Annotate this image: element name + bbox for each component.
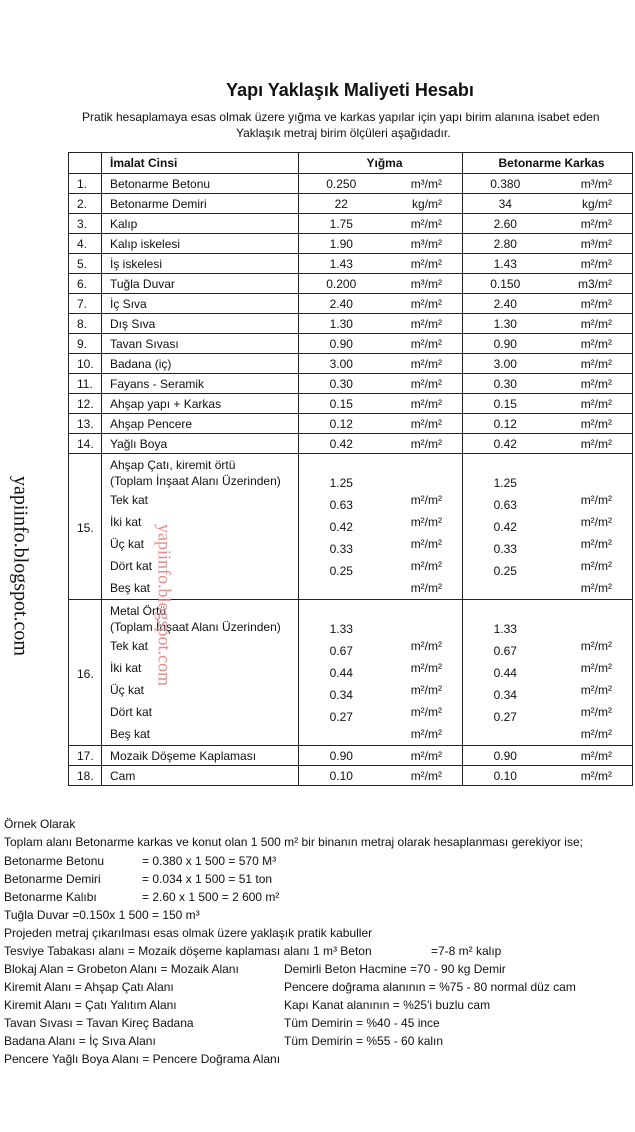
- row-item-name: Betonarme Demiri: [102, 194, 299, 214]
- group-title: Metal Örtü: [110, 604, 167, 618]
- concrete-unit: m²/m²: [548, 414, 633, 434]
- rule-left: Blokaj Alan = Grobeton Alanı = Mozaik Alanı: [4, 962, 239, 976]
- concrete-unit: m²/m²: [548, 434, 633, 454]
- row-number: 13.: [69, 414, 102, 434]
- header-masonry: Yığma: [299, 153, 463, 174]
- row-number: 10.: [69, 354, 102, 374]
- sub-item-name: Tek kat: [110, 493, 149, 507]
- masonry-value: 2.40: [299, 294, 384, 314]
- masonry-value: 0.34: [329, 687, 353, 702]
- concrete-value: 0.30: [463, 374, 548, 394]
- row-item-name: Cam: [102, 766, 299, 786]
- calc-value: = 0.380 x 1 500 = 570 M³: [142, 854, 277, 868]
- rule-row: [4, 1016, 624, 1032]
- calc-value: = 0.034 x 1 500 = 51 ton: [142, 872, 273, 886]
- watermark-text: [150, 490, 178, 720]
- masonry-value: 22: [299, 194, 384, 214]
- sub-item-name: Tek kat: [110, 639, 149, 653]
- row-item-name: İç Sıva: [102, 294, 299, 314]
- row-item-name: Tuğla Duvar: [102, 274, 299, 294]
- calc-row: [4, 890, 604, 906]
- masonry-value-column: [299, 454, 384, 600]
- masonry-value-column: [299, 600, 384, 746]
- concrete-unit: m²/m²: [548, 214, 633, 234]
- masonry-value: 1.33: [329, 621, 353, 636]
- masonry-value: 0.250: [299, 174, 384, 194]
- concrete-unit: m²/m²: [580, 727, 613, 741]
- row-number: 12.: [69, 394, 102, 414]
- masonry-value: 0.90: [299, 334, 384, 354]
- last-rule: Pencere Yağlı Boya Alanı = Pencere Doğrama Alanı: [4, 1052, 281, 1066]
- row-item-name: Fayans - Seramik: [102, 374, 299, 394]
- watermark-label: yapiinfo.blogspot.com: [154, 524, 175, 686]
- intro-line-1: Pratik hesaplamaya esas olmak üzere yığma ve karkas yapılar için yapı birim alanına isabet eden: [82, 110, 600, 124]
- concrete-value: 2.80: [463, 234, 548, 254]
- masonry-unit: m²/m²: [410, 639, 443, 653]
- concrete-unit: m²/m²: [580, 515, 613, 529]
- concrete-value: 0.12: [463, 414, 548, 434]
- concrete-unit: m³/m²: [548, 234, 633, 254]
- table-row: [69, 354, 633, 374]
- masonry-unit: m²/m²: [384, 394, 463, 414]
- rule-left: Badana Alanı = İç Sıva Alanı: [4, 1034, 156, 1048]
- concrete-unit: m²/m²: [580, 683, 613, 697]
- concrete-value: 0.150: [463, 274, 548, 294]
- masonry-value: 0.12: [299, 414, 384, 434]
- rule-row: [4, 980, 624, 996]
- row-number: 18.: [69, 766, 102, 786]
- row-number: 7.: [69, 294, 102, 314]
- masonry-value: 0.27: [329, 709, 353, 724]
- concrete-value: 0.33: [493, 541, 517, 556]
- row-number: 11.: [69, 374, 102, 394]
- masonry-unit: m²/m²: [410, 559, 443, 573]
- concrete-value: 0.67: [493, 643, 517, 658]
- concrete-value: 0.90: [463, 334, 548, 354]
- rule-row: [4, 998, 624, 1014]
- table-row: [69, 334, 633, 354]
- masonry-value: 1.43: [299, 254, 384, 274]
- masonry-unit: m³/m²: [384, 234, 463, 254]
- group-subtitle: (Toplam İnşaat Alanı Üzerinden): [110, 620, 281, 634]
- table-row: [69, 434, 633, 454]
- masonry-unit-column: [384, 600, 463, 746]
- masonry-unit: m²/m²: [410, 581, 443, 595]
- intro-line-2: Yaklaşık metraj birim ölçüleri aşağıdadır.: [236, 126, 451, 140]
- concrete-value: 3.00: [463, 354, 548, 374]
- table-row: [69, 174, 633, 194]
- row-number: 1.: [69, 174, 102, 194]
- table-row: [69, 314, 633, 334]
- concrete-unit: m²/m²: [548, 354, 633, 374]
- row-item-name: Tavan Sıvası: [102, 334, 299, 354]
- concrete-value: 1.25: [493, 475, 517, 490]
- concrete-value: 1.33: [493, 621, 517, 636]
- table-row: [69, 394, 633, 414]
- concrete-unit-column: [548, 454, 633, 600]
- masonry-value: 3.00: [299, 354, 384, 374]
- side-blog-label: [6, 448, 34, 683]
- concrete-value-column: [463, 454, 548, 600]
- rule-right: Demirli Beton Hacmine =70 - 90 kg Demir: [284, 962, 506, 976]
- table-row: [69, 766, 633, 786]
- row-number: 6.: [69, 274, 102, 294]
- concrete-unit: m²/m²: [548, 766, 633, 786]
- masonry-unit: m²/m²: [384, 434, 463, 454]
- table-row: [69, 294, 633, 314]
- example-heading: Örnek Olarak: [4, 817, 76, 831]
- masonry-value: 0.90: [299, 746, 384, 766]
- calc-label: Betonarme Betonu: [4, 854, 105, 868]
- masonry-unit: m²/m²: [410, 705, 443, 719]
- masonry-unit: m²/m²: [384, 294, 463, 314]
- concrete-value: 0.63: [493, 497, 517, 512]
- masonry-unit: m³/m²: [384, 174, 463, 194]
- concrete-value: 1.43: [463, 254, 548, 274]
- example-intro: Toplam alanı Betonarme karkas ve konut olan 1 500 m² bir binanın metraj olarak hesaplanması gerekiyor ise;: [4, 835, 583, 849]
- tesviye-row: [4, 944, 624, 960]
- concrete-value: 0.10: [463, 766, 548, 786]
- tesviye-right: =7-8 m² kalıp: [431, 944, 502, 958]
- masonry-value: 0.33: [329, 541, 353, 556]
- calc-row: [4, 854, 604, 870]
- masonry-unit: m²/m²: [410, 727, 443, 741]
- masonry-unit: m²/m²: [384, 214, 463, 234]
- masonry-value: 0.67: [329, 643, 353, 658]
- masonry-unit: m³/m²: [384, 274, 463, 294]
- masonry-unit-column: [384, 454, 463, 600]
- masonry-unit: m²/m²: [410, 493, 443, 507]
- masonry-value: 0.42: [299, 434, 384, 454]
- row-number: 17.: [69, 746, 102, 766]
- side-blog-text: yapiinfo.blogspot.com: [9, 475, 32, 656]
- rule-left: Tavan Sıvası = Tavan Kireç Badana: [4, 1016, 194, 1030]
- masonry-unit: m²/m²: [384, 254, 463, 274]
- masonry-value: 0.10: [299, 766, 384, 786]
- row-number: 2.: [69, 194, 102, 214]
- row-number: 8.: [69, 314, 102, 334]
- group-subtitle: (Toplam İnşaat Alanı Üzerinden): [110, 474, 281, 488]
- rule-row: [4, 962, 624, 978]
- masonry-value: 0.25: [329, 563, 353, 578]
- masonry-value: 0.200: [299, 274, 384, 294]
- concrete-unit: m²/m²: [580, 537, 613, 551]
- concrete-value: 0.42: [463, 434, 548, 454]
- header-concrete: Betonarme Karkas: [463, 153, 633, 174]
- rule-right: Tüm Demirin = %55 - 60 kalın: [284, 1034, 444, 1048]
- concrete-unit: m²/m²: [580, 639, 613, 653]
- concrete-unit: m²/m²: [548, 314, 633, 334]
- rule-row: [4, 1034, 624, 1050]
- sub-item-name: Dört kat: [110, 559, 153, 573]
- row-number: 3.: [69, 214, 102, 234]
- masonry-value: 0.30: [299, 374, 384, 394]
- rule-right: Tüm Demirin = %40 - 45 ince: [284, 1016, 440, 1030]
- row-item-name: Badana (iç): [102, 354, 299, 374]
- sub-item-name: Beş kat: [110, 581, 151, 595]
- masonry-value: 0.63: [329, 497, 353, 512]
- masonry-unit: m²/m²: [384, 374, 463, 394]
- group-item-name: [102, 600, 299, 746]
- sub-item-name: Üç kat: [110, 683, 145, 697]
- acceptance-heading: Projeden metraj çıkarılması esas olmak üzere yaklaşık pratik kabuller: [4, 926, 373, 940]
- concrete-value: 0.34: [493, 687, 517, 702]
- concrete-value: 2.60: [463, 214, 548, 234]
- masonry-unit: m²/m²: [410, 683, 443, 697]
- masonry-unit: m²/m²: [410, 537, 443, 551]
- masonry-value: 1.75: [299, 214, 384, 234]
- concrete-unit: m3/m²: [548, 274, 633, 294]
- masonry-unit: kg/m²: [384, 194, 463, 214]
- concrete-unit: m²/m²: [548, 374, 633, 394]
- calc-label: Betonarme Kalıbı: [4, 890, 97, 904]
- row-number: 14.: [69, 434, 102, 454]
- rule-right: Pencere doğrama alanının = %75 - 80 normal düz cam: [284, 980, 576, 994]
- row-item-name: Mozaik Döşeme Kaplaması: [102, 746, 299, 766]
- row-item-name: Betonarme Betonu: [102, 174, 299, 194]
- rule-left: Kiremit Alanı = Ahşap Çatı Alanı: [4, 980, 174, 994]
- masonry-unit: m²/m²: [410, 661, 443, 675]
- row-item-name: Ahşap Pencere: [102, 414, 299, 434]
- table-row: [69, 374, 633, 394]
- tugla-calc: Tuğla Duvar =0.150x 1 500 = 150 m³: [4, 908, 200, 922]
- row-item-name: Dış Sıva: [102, 314, 299, 334]
- table-row: [69, 214, 633, 234]
- concrete-unit: m²/m²: [580, 705, 613, 719]
- sub-item-name: Dört kat: [110, 705, 153, 719]
- table-row: [69, 234, 633, 254]
- sub-item-name: İki kat: [110, 661, 142, 675]
- table-row: [69, 746, 633, 766]
- group-item-name: [102, 454, 299, 600]
- masonry-value: 0.42: [329, 519, 353, 534]
- masonry-value: 1.30: [299, 314, 384, 334]
- row-number: 15.: [69, 454, 102, 600]
- concrete-unit: m²/m²: [548, 394, 633, 414]
- concrete-value: 0.44: [493, 665, 517, 680]
- sub-item-name: İki kat: [110, 515, 142, 529]
- table-row: [69, 254, 633, 274]
- concrete-unit: m²/m²: [548, 294, 633, 314]
- concrete-unit: m²/m²: [580, 559, 613, 573]
- concrete-value: 1.30: [463, 314, 548, 334]
- concrete-value: 0.42: [493, 519, 517, 534]
- masonry-value: 0.44: [329, 665, 353, 680]
- rule-right: Kapı Kanat alanının = %25'i buzlu cam: [284, 998, 491, 1012]
- calc-label: Betonarme Demiri: [4, 872, 101, 886]
- concrete-unit: m²/m²: [548, 334, 633, 354]
- table-row: [69, 414, 633, 434]
- concrete-value: 2.40: [463, 294, 548, 314]
- row-item-name: İş iskelesi: [102, 254, 299, 274]
- row-number: 9.: [69, 334, 102, 354]
- row-item-name: Ahşap yapı + Karkas: [102, 394, 299, 414]
- concrete-value: 0.380: [463, 174, 548, 194]
- concrete-unit: m³/m²: [548, 174, 633, 194]
- concrete-unit: m²/m²: [548, 254, 633, 274]
- concrete-value: 0.90: [463, 746, 548, 766]
- calc-value: = 2.60 x 1 500 = 2 600 m²: [142, 890, 280, 904]
- masonry-unit: m²/m²: [384, 414, 463, 434]
- concrete-unit: m²/m²: [548, 746, 633, 766]
- concrete-unit-column: [548, 600, 633, 746]
- masonry-value: 1.25: [329, 475, 353, 490]
- row-item-name: Yağlı Boya: [102, 434, 299, 454]
- concrete-value-column: [463, 600, 548, 746]
- row-item-name: Kalıp iskelesi: [102, 234, 299, 254]
- page-title: Yapı Yaklaşık Maliyeti Hesabı: [226, 80, 474, 100]
- concrete-unit: m²/m²: [580, 581, 613, 595]
- group-title: Ahşap Çatı, kiremit örtü: [110, 458, 236, 472]
- concrete-unit: m²/m²: [580, 493, 613, 507]
- row-item-name: Kalıp: [102, 214, 299, 234]
- table-header-row: [69, 153, 633, 174]
- concrete-value: 0.25: [493, 563, 517, 578]
- concrete-value: 34: [463, 194, 548, 214]
- sub-item-name: Beş kat: [110, 727, 151, 741]
- masonry-unit: m²/m²: [384, 766, 463, 786]
- table-row: [69, 194, 633, 214]
- row-number: 16.: [69, 600, 102, 746]
- concrete-unit: kg/m²: [548, 194, 633, 214]
- masonry-unit: m²/m²: [384, 314, 463, 334]
- masonry-unit: m²/m²: [384, 334, 463, 354]
- table-row: [69, 274, 633, 294]
- sub-item-name: Üç kat: [110, 537, 145, 551]
- concrete-value: 0.15: [463, 394, 548, 414]
- rule-left: Kiremit Alanı = Çatı Yalıtım Alanı: [4, 998, 177, 1012]
- masonry-value: 0.15: [299, 394, 384, 414]
- concrete-unit: m²/m²: [580, 661, 613, 675]
- masonry-unit: m²/m²: [384, 354, 463, 374]
- concrete-value: 0.27: [493, 709, 517, 724]
- masonry-unit: m²/m²: [410, 515, 443, 529]
- row-number: 5.: [69, 254, 102, 274]
- masonry-value: 1.90: [299, 234, 384, 254]
- row-number: 4.: [69, 234, 102, 254]
- calc-row: [4, 872, 604, 888]
- masonry-unit: m²/m²: [384, 746, 463, 766]
- header-item: İmalat Cinsi: [102, 153, 299, 174]
- tesviye-left: Tesviye Tabakası alanı = Mozaik döşeme kaplaması alanı 1 m³ Beton: [4, 944, 372, 958]
